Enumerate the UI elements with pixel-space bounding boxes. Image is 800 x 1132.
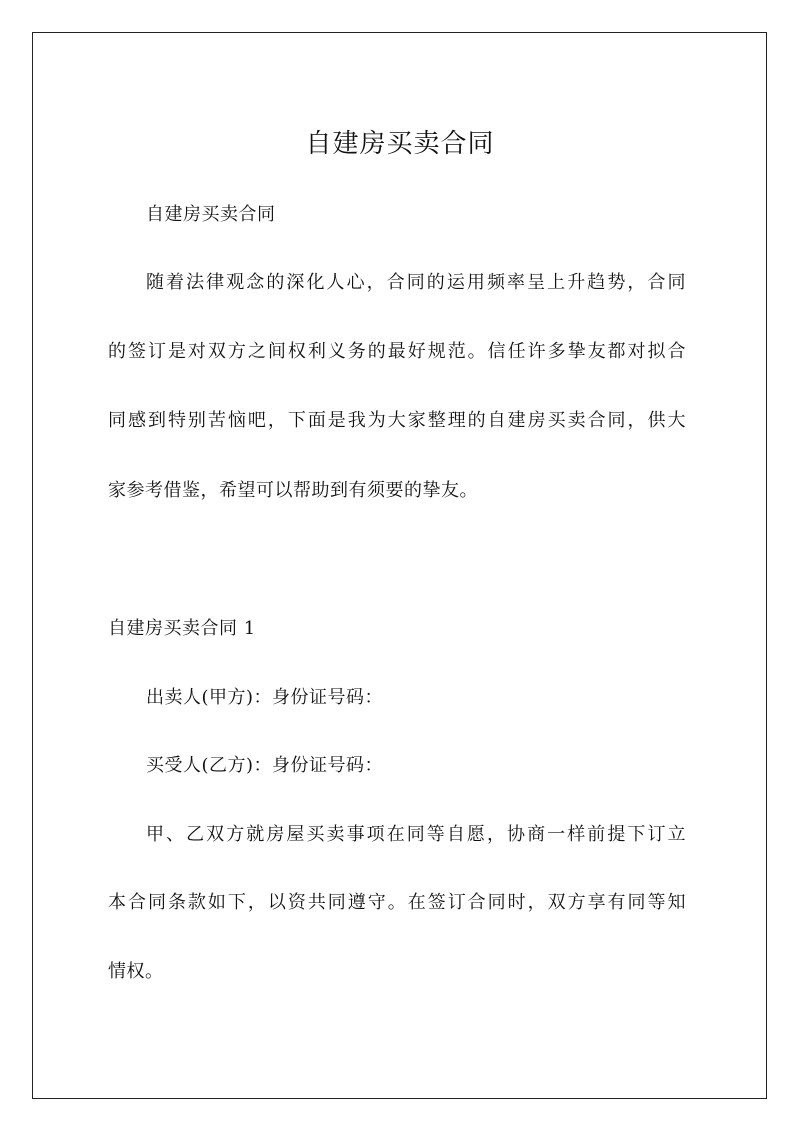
clause-line-3: 情权。 <box>108 961 164 982</box>
intro-line-1: 随着法律观念的深化人心，合同的运用频率呈上升趋势，合同 <box>146 272 686 293</box>
seller-line: 出卖人(甲方)：身份证号码： <box>146 687 384 708</box>
intro-line-2: 的签订是对双方之间权利义务的最好规范。信任许多挚友都对拟合 <box>108 341 686 362</box>
clause-line-2: 本合同条款如下，以资共同遵守。在签订合同时，双方享有同等知 <box>108 892 686 913</box>
page-border <box>32 32 767 1099</box>
section-heading: 自建房买卖合同 1 <box>108 618 256 639</box>
intro-line-4: 家参考借鉴，希望可以帮助到有须要的挚友。 <box>108 480 478 501</box>
clause-line-1: 甲、乙双方就房屋买卖事项在同等自愿，协商一样前提下订立 <box>146 824 686 845</box>
buyer-line: 买受人(乙方)：身份证号码： <box>146 755 384 776</box>
document-subtitle: 自建房买卖合同 <box>146 204 276 225</box>
intro-line-3: 同感到特别苦恼吧，下面是我为大家整理的自建房买卖合同，供大 <box>108 410 686 431</box>
document-title: 自建房买卖合同 <box>305 129 495 159</box>
